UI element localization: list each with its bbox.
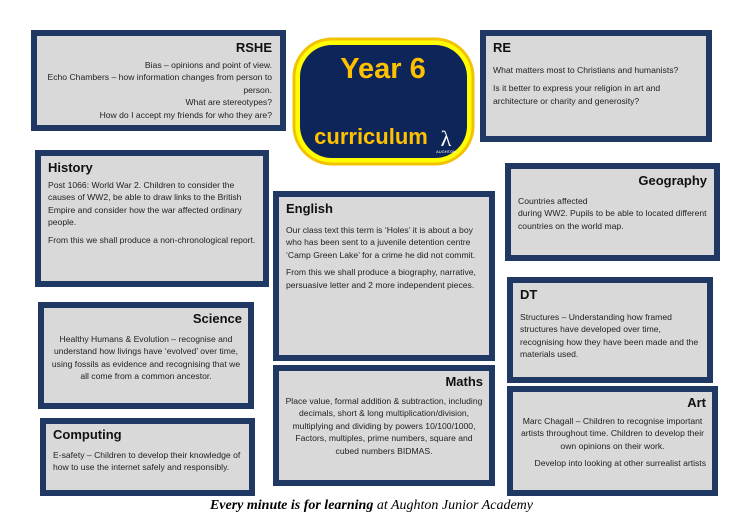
art-title: Art bbox=[687, 395, 706, 410]
geography-line: Countries affected bbox=[518, 196, 588, 206]
computing-text: E-safety – Children to develop their knowledge of how to use the internet safely and responsibly. bbox=[53, 450, 241, 473]
dt-title: DT bbox=[520, 287, 538, 302]
english-panel bbox=[273, 191, 495, 361]
art-paragraph: Develop into looking at other surrealist artists bbox=[534, 458, 706, 469]
dt-panel bbox=[507, 277, 713, 383]
re-title: RE bbox=[493, 40, 512, 55]
geography-panel bbox=[505, 163, 720, 261]
year-title: Year 6 bbox=[340, 53, 426, 85]
re-paragraph: What matters most to Christians and humanists? bbox=[493, 65, 679, 75]
history-paragraph: Post 1066: World War 2. Children to consider the causes of WW2, be able to draw links to the British Empire and consider how the war affected ordinary people. bbox=[48, 180, 242, 228]
dt-text: Structures – Understanding how framed structures have developed over time, recognising how they have been made and the materials used. bbox=[520, 312, 699, 360]
re-paragraph: Is it better to express your religion in art and architecture or charity and generosity? bbox=[493, 83, 661, 106]
computing-panel bbox=[40, 418, 255, 496]
year6-badge bbox=[291, 36, 476, 167]
re-panel bbox=[480, 30, 712, 142]
art-paragraph: Marc Chagall – Children to recognise important artists throughout time. Children to develop their own opinions on their work. bbox=[521, 416, 704, 451]
rshe-line: Echo Chambers – how information changes from person to person. bbox=[47, 72, 272, 95]
rshe-line: How do I accept my friends for who they are? bbox=[99, 109, 272, 120]
curriculum-title: curriculum bbox=[314, 124, 428, 149]
footer-motto bbox=[0, 498, 743, 514]
maths-title: Maths bbox=[445, 374, 483, 389]
maths-text: Place value, formal addition & subtraction, including decimals, short & long multiplication/division, multiplying and dividing by powers 10/100/1000, Factors, multiples, prime numbers, square and cubed numbers BIDMAS. bbox=[285, 396, 483, 456]
logo-text: AUGHTON bbox=[436, 149, 456, 154]
rshe-panel bbox=[31, 30, 286, 131]
english-title: English bbox=[286, 201, 333, 216]
science-text: Healthy Humans & Evolution – recognise and understand how livings have ‘evolved’ over time, using fossils as evidence and recognising that we all come from a common ancestor. bbox=[51, 334, 241, 382]
rshe-line: Bias – opinions and point of view. bbox=[144, 60, 272, 70]
lambda-logo-icon: λ bbox=[440, 126, 452, 151]
science-panel bbox=[38, 302, 254, 409]
computing-title: Computing bbox=[53, 427, 122, 442]
geography-line: during WW2. Pupils to be able to located different countries on the world map. bbox=[518, 208, 707, 231]
maths-panel bbox=[273, 365, 495, 486]
rshe-line: What are stereotypes? bbox=[185, 97, 272, 108]
history-paragraph: From this we shall produce a non-chronological report. bbox=[48, 234, 256, 245]
geography-title: Geography bbox=[638, 173, 707, 188]
school-name: at Aughton Junior Academy bbox=[376, 498, 534, 513]
english-paragraph: From this we shall produce a biography, narrative, persuasive letter and 2 more independent pieces. bbox=[286, 267, 476, 290]
science-title: Science bbox=[192, 311, 242, 326]
motto-text: Every minute is for learning bbox=[209, 498, 374, 513]
history-panel bbox=[35, 150, 269, 287]
rshe-title: RSHE bbox=[235, 40, 272, 55]
history-title: History bbox=[48, 160, 93, 175]
art-panel bbox=[507, 386, 718, 496]
english-paragraph: Our class text this term is ‘Holes’ it is about a boy who has been sent to a juvenile detention centre ‘Camp Green Lake’ for a crime he did not commit. bbox=[286, 225, 476, 260]
